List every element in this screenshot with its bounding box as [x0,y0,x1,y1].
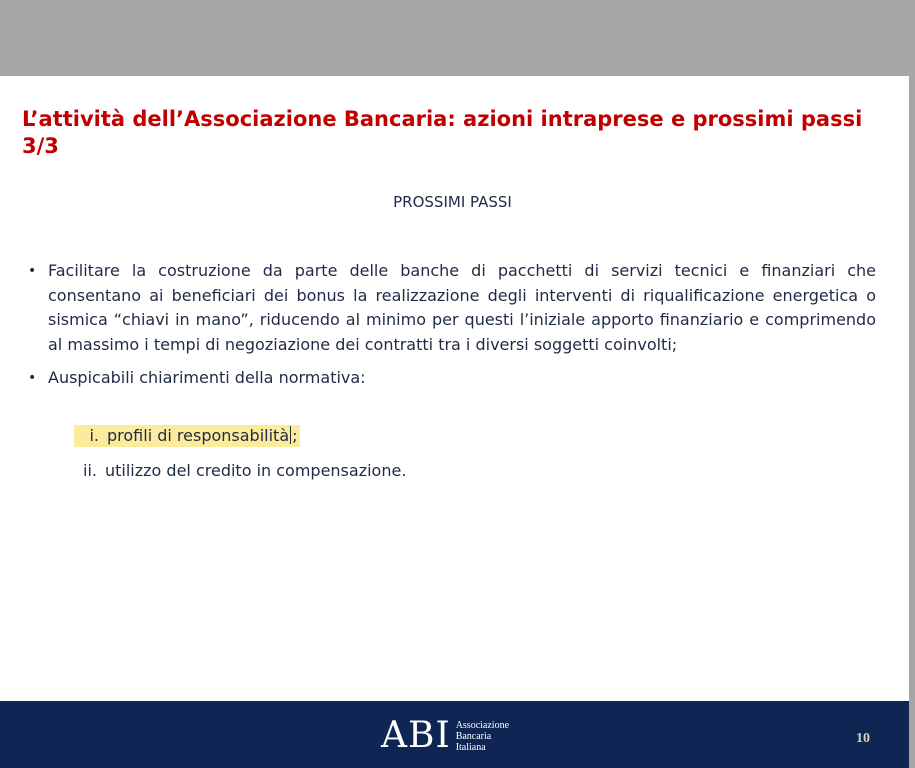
abi-logo-line: Bancaria [455,730,492,742]
bullet-text: Auspicabili chiarimenti della normativa: [48,368,366,387]
bullet-item [28,259,876,357]
bullet-text: Facilitare la costruzione da parte delle banche di pacchetti di servizi tecnici e finanziari che consentano ai beneficiari dei bonus la realizzazione degli interventi di riqualificazione energetica o sismica “chiavi in mano”, riducendo al minimo per questi l’iniziale apporto finanziario e comprimendo al massimo i tempi di negoziazione dei contratti tra i diversi soggetti coinvolti; [48,261,876,354]
window-top-bar [0,0,915,76]
sub-list-text-end: ; [292,426,298,445]
slide-footer [0,701,915,768]
highlighted-text[interactable] [74,425,300,447]
window-right-edge [909,76,915,768]
bullet-dot-icon: • [28,370,37,386]
sub-list [74,425,406,482]
text-cursor [290,426,291,444]
slide-subtitle: PROSSIMI PASSI [393,193,512,211]
bullet-item [28,366,876,391]
sub-list-text: profili di responsabilità [107,426,290,445]
bullet-list [28,259,876,391]
sub-list-text: utilizzo del credito in compensazione. [105,461,407,480]
abi-logo-line: Italiana [455,741,486,753]
sub-list-item [74,425,406,447]
page-number: 10 [856,731,870,746]
abi-logo [381,716,509,756]
sub-list-number: i. [89,426,99,445]
abi-logo-line: Associazione [455,719,510,731]
sub-list-number: ii. [83,461,97,480]
abi-logo-text [456,720,509,753]
bullet-dot-icon: • [28,263,37,279]
abi-logo-mark: ABI [381,715,451,756]
sub-list-item [74,460,406,482]
slide-canvas[interactable] [0,76,915,701]
slide-title: L’attività dell’Associazione Bancaria: azioni intraprese e prossimi passi 3/3 [22,107,863,158]
